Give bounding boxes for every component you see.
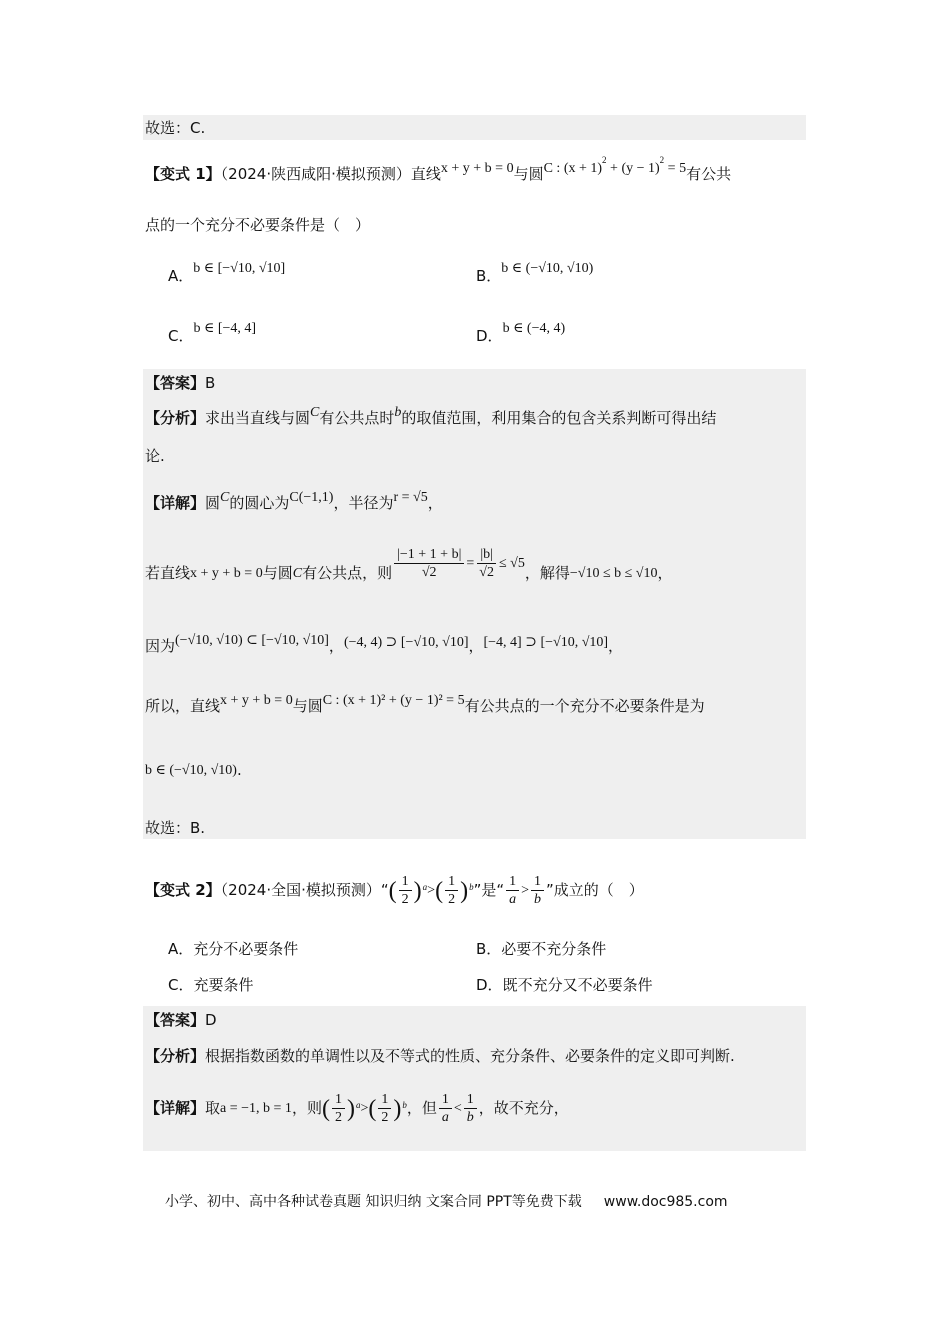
q1-detail-line4: 所以，直线x + y + b = 0与圆C : (x + 1)² + (y − 1)² = 5有公共点的一个充分不必要条件是为 [145, 692, 705, 715]
q1-source: （2024·陕西咸阳·模拟预测）直线 [220, 165, 441, 183]
q2-answer: 【答案】D [145, 1011, 217, 1029]
q2-frac-1-a: $\frac{1}{a}$ [506, 873, 519, 908]
q1-mid: 与圆 [513, 165, 544, 183]
q2-power-a: ( $\frac{1}{2}$ ) a [388, 874, 428, 907]
q2-option-a: A．充分不必要条件 [168, 940, 299, 958]
q2-option-b: B．必要不充分条件 [476, 940, 607, 958]
q1-circle-eq: C : $(x + 1)^2 + (y - 1)^2 = 5$ [543, 154, 687, 176]
q1-option-c: C．b ∈ [−4, 4] [168, 320, 257, 345]
q1-detail-line5: b ∈ (−√10, √10). [145, 761, 242, 779]
q1-detail-line1: 【详解】圆C的圆心为C(−1,1)，半径为r = √5， [145, 489, 443, 512]
q1-solution-block [143, 369, 806, 839]
top-answer-block [143, 115, 806, 140]
fraction-1: $\frac{|-1 + 1 + b|}{√2}$ [394, 546, 464, 581]
q1-final: 故选：B. [145, 819, 206, 837]
q1-line-eq: x + y + b = 0 [440, 160, 514, 176]
q1-option-b: B．b ∈ (−√10, √10) [476, 260, 594, 285]
q1-option-d: D．b ∈ (−4, 4) [476, 320, 566, 345]
q2-stem: 【变式 2】（2024·全国·模拟预测）“ ( $\frac{1}{2}$ ) a > ( $\frac{1}{2}$ ) b ”是“ $\frac{1}{a}$ > $\frac{1}{b}$ ”成立的（ ） [145, 868, 644, 913]
q1-option-a: A．b ∈ [−√10, √10] [168, 260, 286, 285]
q2-frac-1-b: $\frac{1}{b}$ [531, 873, 544, 908]
q1-label: 【变式 1】 [145, 165, 221, 183]
footer-text: 小学、初中、高中各种试卷真题 知识归纳 文案合同 PPT等免费下载 [165, 1194, 582, 1210]
q2-detail-power-a: ( $\frac{1}{2}$ ) a [321, 1092, 361, 1125]
q1-answer: 【答案】B [145, 374, 216, 392]
q2-detail: 【详解】取a = −1, b = 1，则 ( $\frac{1}{2}$ ) a > ( $\frac{1}{2}$ ) b ，但 $\frac{1}{a}$ < $\frac{1}{b}$ ，故不充分， [145, 1086, 569, 1131]
q1-stem-line1 [145, 154, 732, 185]
q1-detail-line2: 若直线x + y + b = 0与圆C有公共点，则 $\frac{|-1 + 1 + b|}{√2}$ = $\frac{|b|}{√2}$ ≤ √5，解得−√10 ≤ b ≤ √10， [145, 547, 673, 582]
q1-analysis-cont: 论. [145, 447, 165, 465]
q1-detail-line3: 因为(−√10, √10) ⊂ [−√10, √10]，(−4, 4) ⊃ [−√10, √10]，[−4, 4] ⊃ [−√10, √10]， [145, 632, 624, 655]
q1-stem-line2: 点的一个充分不必要条件是（ ） [145, 216, 371, 234]
q2-detail-power-b: ( $\frac{1}{2}$ ) b [368, 1092, 407, 1125]
q2-option-c: C．充要条件 [168, 976, 254, 994]
q2-analysis: 【分析】根据指数函数的单调性以及不等式的性质、充分条件、必要条件的定义即可判断. [145, 1047, 735, 1065]
q1-analysis: 【分析】求出当直线与圆C有公共点时b的取值范围，利用集合的包含关系判断可得出结 [145, 404, 717, 427]
top-answer: 故选：C. [145, 119, 206, 137]
q2-option-d: D．既不充分又不必要条件 [476, 976, 653, 994]
q1-end: 有公共 [686, 165, 732, 183]
footer [165, 1191, 728, 1211]
q2-power-b: ( $\frac{1}{2}$ ) b [435, 874, 474, 907]
fraction-2: $\frac{|b|}{√2}$ [479, 547, 494, 580]
footer-site-link[interactable]: www.doc985.com [603, 1194, 728, 1210]
